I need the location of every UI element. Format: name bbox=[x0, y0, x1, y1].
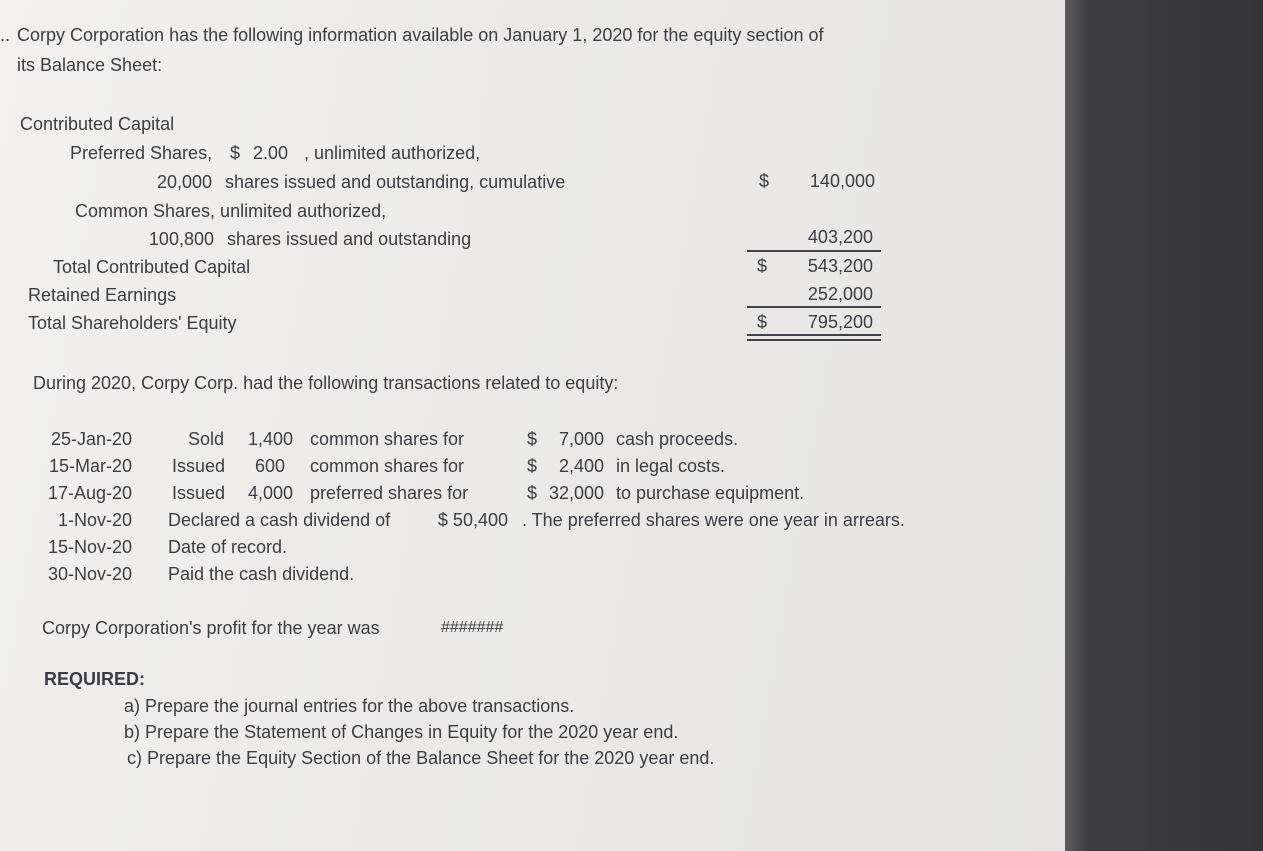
monitor-bezel bbox=[1065, 0, 1263, 851]
preferred-share-count: 20,000 bbox=[156, 172, 212, 192]
total-shareholders-equity-label: Total Shareholders' Equity bbox=[28, 313, 237, 333]
profit-value: ####### bbox=[441, 619, 504, 636]
subtotal-rule bbox=[747, 250, 881, 252]
retained-earnings-amount: 252,000 bbox=[807, 284, 873, 304]
transaction-verb: Issued bbox=[172, 483, 226, 503]
transaction-dollar: $ bbox=[527, 456, 538, 476]
transaction-amount: 2,400 bbox=[558, 456, 604, 476]
common-label: Common Shares, unlimited authorized, bbox=[75, 201, 387, 221]
preferred-authorized: , unlimited authorized, bbox=[304, 143, 481, 163]
transaction-what: preferred shares for bbox=[310, 483, 469, 503]
transaction-amount: 7,000 bbox=[558, 429, 604, 449]
transactions-intro: During 2020, Corpy Corp. had the following transactions related to equity: bbox=[33, 373, 619, 393]
transaction-date: 25-Jan-20 bbox=[50, 429, 132, 449]
double-rule-bottom bbox=[747, 339, 881, 341]
retained-earnings-label: Retained Earnings bbox=[28, 285, 177, 305]
required-item: c) Prepare the Equity Section of the Balance Sheet for the 2020 year end. bbox=[127, 748, 715, 768]
intro-line-2: its Balance Sheet: bbox=[17, 55, 163, 75]
transaction-dollar: $ bbox=[527, 429, 538, 449]
contributed-capital-heading: Contributed Capital bbox=[20, 114, 175, 134]
bullet-mark: .. bbox=[0, 25, 11, 45]
common-description: shares issued and outstanding bbox=[227, 229, 472, 249]
transaction-text: Declared a cash dividend of bbox=[168, 510, 391, 530]
transaction-date: 30-Nov-20 bbox=[47, 564, 132, 584]
intro-line-1: Corpy Corporation has the following information available on January 1, 2020 for the equity section of bbox=[17, 25, 824, 45]
profit-label: Corpy Corporation's profit for the year was bbox=[42, 618, 380, 638]
preferred-label: Preferred Shares, bbox=[70, 143, 213, 163]
transaction-date: 15-Nov-20 bbox=[47, 537, 132, 557]
transaction-qty: 1,400 bbox=[247, 429, 293, 449]
preferred-dollar-sign: $ bbox=[230, 143, 241, 163]
transaction-verb: Issued bbox=[172, 456, 226, 476]
transaction-date: 1-Nov-20 bbox=[57, 510, 132, 530]
preferred-amount-dollar: $ bbox=[759, 171, 770, 191]
transaction-note: in legal costs. bbox=[616, 456, 726, 476]
transaction-what: common shares for bbox=[310, 429, 465, 449]
transaction-date: 17-Aug-20 bbox=[47, 483, 132, 503]
transaction-date: 15-Mar-20 bbox=[48, 456, 132, 476]
transaction-note: to purchase equipment. bbox=[616, 483, 805, 503]
preferred-amount: 140,000 bbox=[809, 171, 875, 191]
transaction-amount: $ 50,400 bbox=[437, 510, 508, 530]
common-amount: 403,200 bbox=[807, 227, 873, 247]
transaction-note: . The preferred shares were one year in arrears. bbox=[522, 510, 905, 530]
transaction-dollar: $ bbox=[527, 483, 538, 503]
transaction-verb: Sold bbox=[188, 429, 225, 449]
transaction-amount: 32,000 bbox=[548, 483, 604, 503]
total-contributed-capital-amount: 543,200 bbox=[807, 256, 873, 276]
required-item: a) Prepare the journal entries for the above transactions. bbox=[124, 696, 575, 716]
total-rule bbox=[747, 306, 881, 308]
preferred-description: shares issued and outstanding, cumulative bbox=[225, 172, 566, 192]
total-shareholders-equity-amount: 795,200 bbox=[807, 312, 873, 332]
transaction-text: Date of record. bbox=[168, 537, 288, 557]
double-rule-top bbox=[747, 334, 881, 336]
transaction-qty: 4,000 bbox=[247, 483, 293, 503]
transaction-text: Paid the cash dividend. bbox=[168, 564, 355, 584]
required-title: REQUIRED: bbox=[44, 669, 146, 689]
total-shareholders-equity-dollar: $ bbox=[757, 312, 768, 332]
preferred-par-value: 2.00 bbox=[253, 143, 289, 163]
transaction-qty: 600 bbox=[254, 456, 285, 476]
common-share-count: 100,800 bbox=[148, 229, 214, 249]
required-item: b) Prepare the Statement of Changes in Equity for the 2020 year end. bbox=[124, 722, 679, 742]
transaction-what: common shares for bbox=[310, 456, 465, 476]
total-contributed-capital-label: Total Contributed Capital bbox=[53, 257, 251, 277]
transaction-note: cash proceeds. bbox=[616, 429, 739, 449]
total-contributed-capital-dollar: $ bbox=[757, 256, 768, 276]
